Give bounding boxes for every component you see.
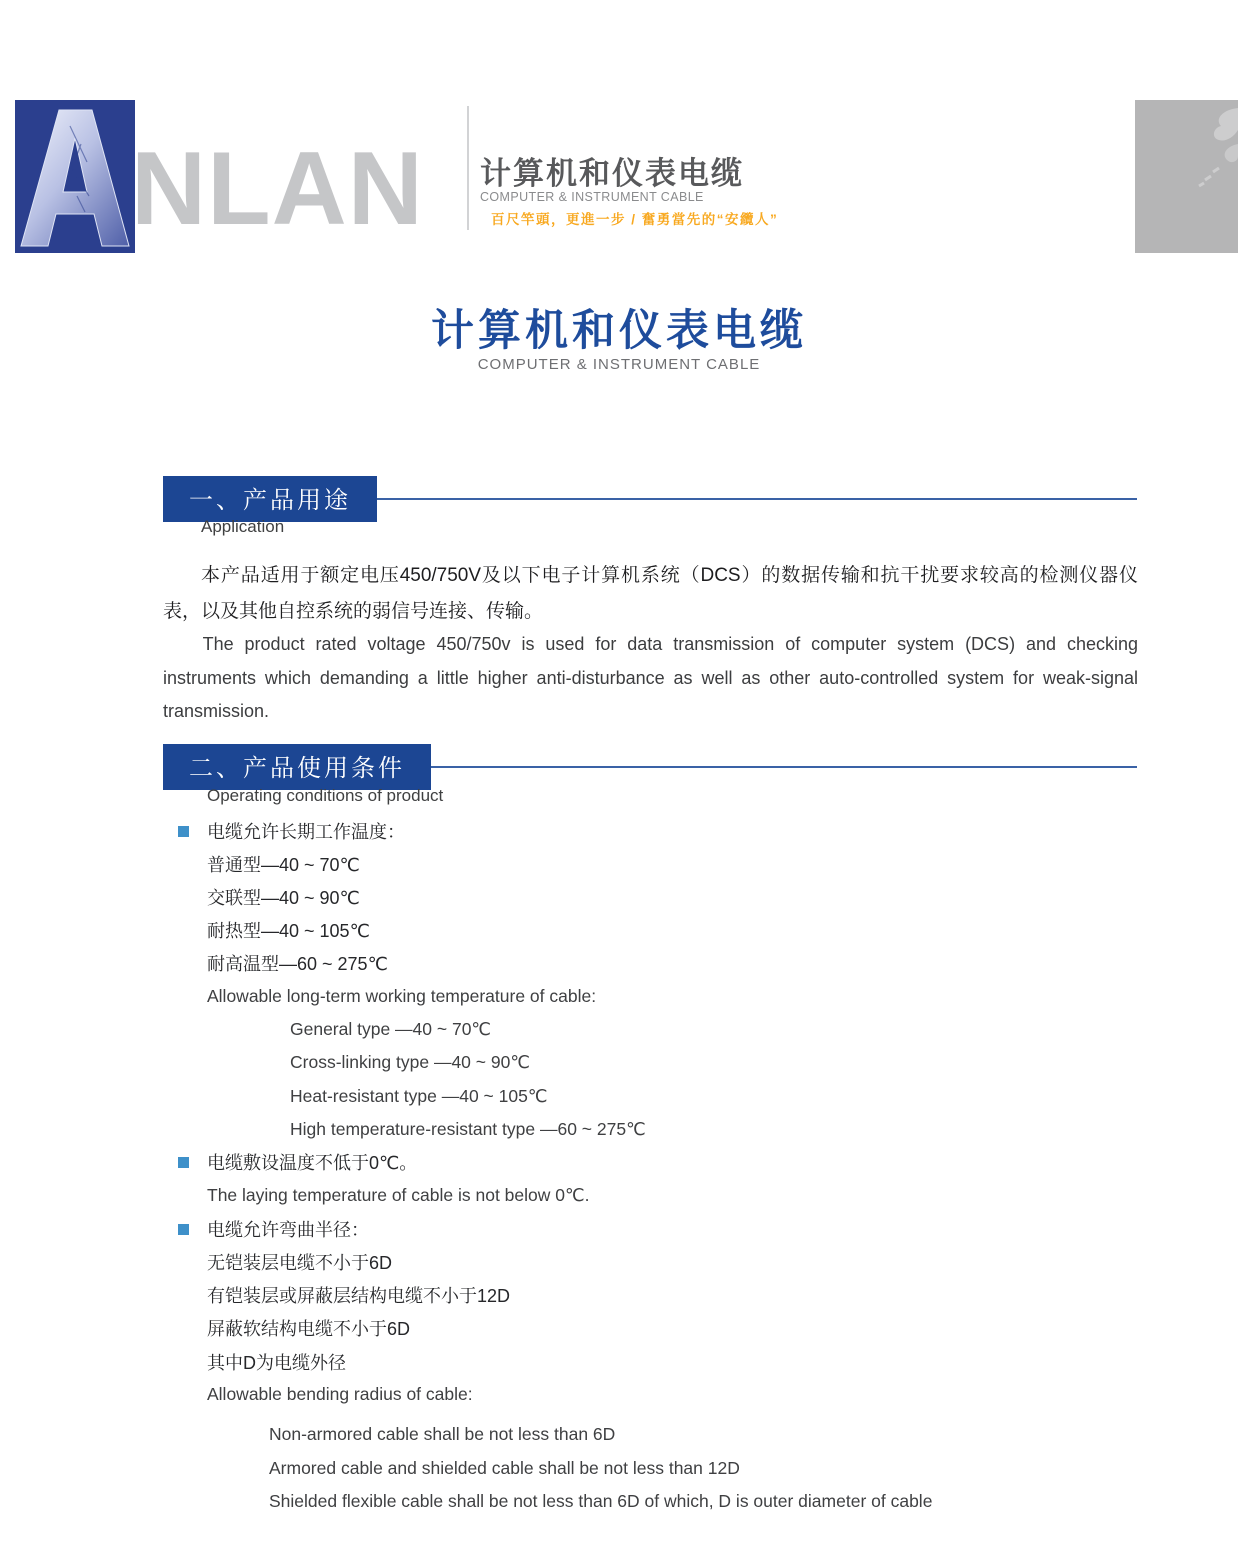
condition-text: Non-armored cable shall be not less than 6D xyxy=(269,1424,616,1445)
condition-line xyxy=(163,880,1138,913)
page-title-cn: 计算机和仪表电缆 xyxy=(431,307,807,355)
condition-text: 普通型—40 ~ 70℃ xyxy=(207,854,360,875)
section2-heading: 二、产品使用条件 xyxy=(163,744,431,790)
condition-text: Shielded flexible cable shall be not less than 6D of which, D is outer diameter of cable xyxy=(269,1490,933,1511)
bullet-square-icon xyxy=(178,1224,189,1235)
condition-line xyxy=(163,1080,1138,1113)
operating-conditions-list xyxy=(163,814,1138,1518)
condition-line xyxy=(163,1279,1138,1312)
condition-text: 电缆允许弯曲半径： xyxy=(207,1219,369,1240)
condition-line xyxy=(163,1485,1138,1518)
condition-text: 电缆允许长期工作温度： xyxy=(207,821,405,842)
condition-line xyxy=(163,1113,1138,1146)
condition-line xyxy=(163,1013,1138,1046)
anlan-logo-word: NLAN xyxy=(131,131,424,247)
header-product-title-cn: 计算机和仪表电缆 xyxy=(480,156,744,191)
section2-rule xyxy=(431,766,1137,768)
header-divider xyxy=(467,106,469,230)
bullet-square-icon xyxy=(178,1157,189,1168)
bullet-square-icon xyxy=(178,826,189,837)
header-product-title-en: COMPUTER & INSTRUMENT CABLE xyxy=(480,190,704,204)
condition-line xyxy=(163,1345,1138,1378)
section2-heading-row xyxy=(163,744,1137,790)
condition-text: Allowable bending radius of cable: xyxy=(207,1384,473,1405)
anlan-logo-a-icon xyxy=(15,100,135,253)
header-tagline: 百尺竿頭，更進一步 / 奮勇當先的“安纜人” xyxy=(491,212,779,227)
bullet-item-bending-radius xyxy=(163,1212,1138,1245)
leaf-pattern-image xyxy=(1135,100,1238,253)
page-title-en: COMPUTER & INSTRUMENT CABLE xyxy=(477,356,761,373)
condition-text: 耐高温型—60 ~ 275℃ xyxy=(207,954,388,975)
section1-heading: 一、产品用途 xyxy=(163,476,377,522)
condition-line xyxy=(163,1418,1138,1451)
section1-heading-row xyxy=(163,476,1137,522)
condition-text: Allowable long-term working temperature of cable: xyxy=(207,986,597,1007)
condition-line xyxy=(163,1179,1138,1212)
condition-text: Armored cable and shielded cable shall be not less than 12D xyxy=(269,1457,740,1478)
section1-paragraph-en: The product rated voltage 450/750v is used for data transmission of computer system (DCS) and checking instruments which demanding a little higher anti-disturbance as well as other auto-controlled system for weak-signal transmission. xyxy=(163,634,1138,721)
section2-subheading: Operating conditions of product xyxy=(207,786,444,805)
condition-text: Heat-resistant type —40 ~ 105℃ xyxy=(290,1085,548,1106)
condition-text: 无铠装层电缆不小于6D xyxy=(207,1253,393,1274)
condition-line xyxy=(163,1378,1138,1411)
condition-line xyxy=(163,980,1138,1013)
condition-line xyxy=(163,1046,1138,1079)
condition-line xyxy=(163,1452,1138,1485)
section1-rule xyxy=(377,498,1137,500)
condition-text: 屏蔽软结构电缆不小于6D xyxy=(207,1319,411,1340)
condition-text: 耐热型—40 ~ 105℃ xyxy=(207,921,370,942)
bullet-item-laying-temperature xyxy=(163,1146,1138,1179)
condition-line xyxy=(163,947,1138,980)
condition-text: 电缆敷设温度不低于0℃。 xyxy=(207,1153,418,1174)
condition-text: 交联型—40 ~ 90℃ xyxy=(207,887,360,908)
condition-text: The laying temperature of cable is not below 0℃. xyxy=(207,1185,590,1206)
condition-text: 其中D为电缆外径 xyxy=(207,1352,346,1373)
condition-line xyxy=(163,914,1138,947)
condition-text: General type —40 ~ 70℃ xyxy=(290,1019,492,1040)
condition-text: 有铠装层或屏蔽层结构电缆不小于12D xyxy=(207,1286,511,1307)
condition-text: Cross-linking type —40 ~ 90℃ xyxy=(290,1052,530,1073)
condition-line xyxy=(163,1245,1138,1278)
condition-text: High temperature-resistant type —60 ~ 275℃ xyxy=(290,1118,646,1139)
bullet-item-temperature xyxy=(163,814,1138,847)
condition-line xyxy=(163,1312,1138,1345)
section1-paragraph-cn: 本产品适用于额定电压450/750V及以下电子计算机系统（DCS）的数据传输和抗干扰要求较高的检测仪器仪表，以及其他自控系统的弱信号连接、传输。 xyxy=(163,565,1138,622)
condition-line xyxy=(163,847,1138,880)
section1-subheading: Application xyxy=(201,517,285,536)
